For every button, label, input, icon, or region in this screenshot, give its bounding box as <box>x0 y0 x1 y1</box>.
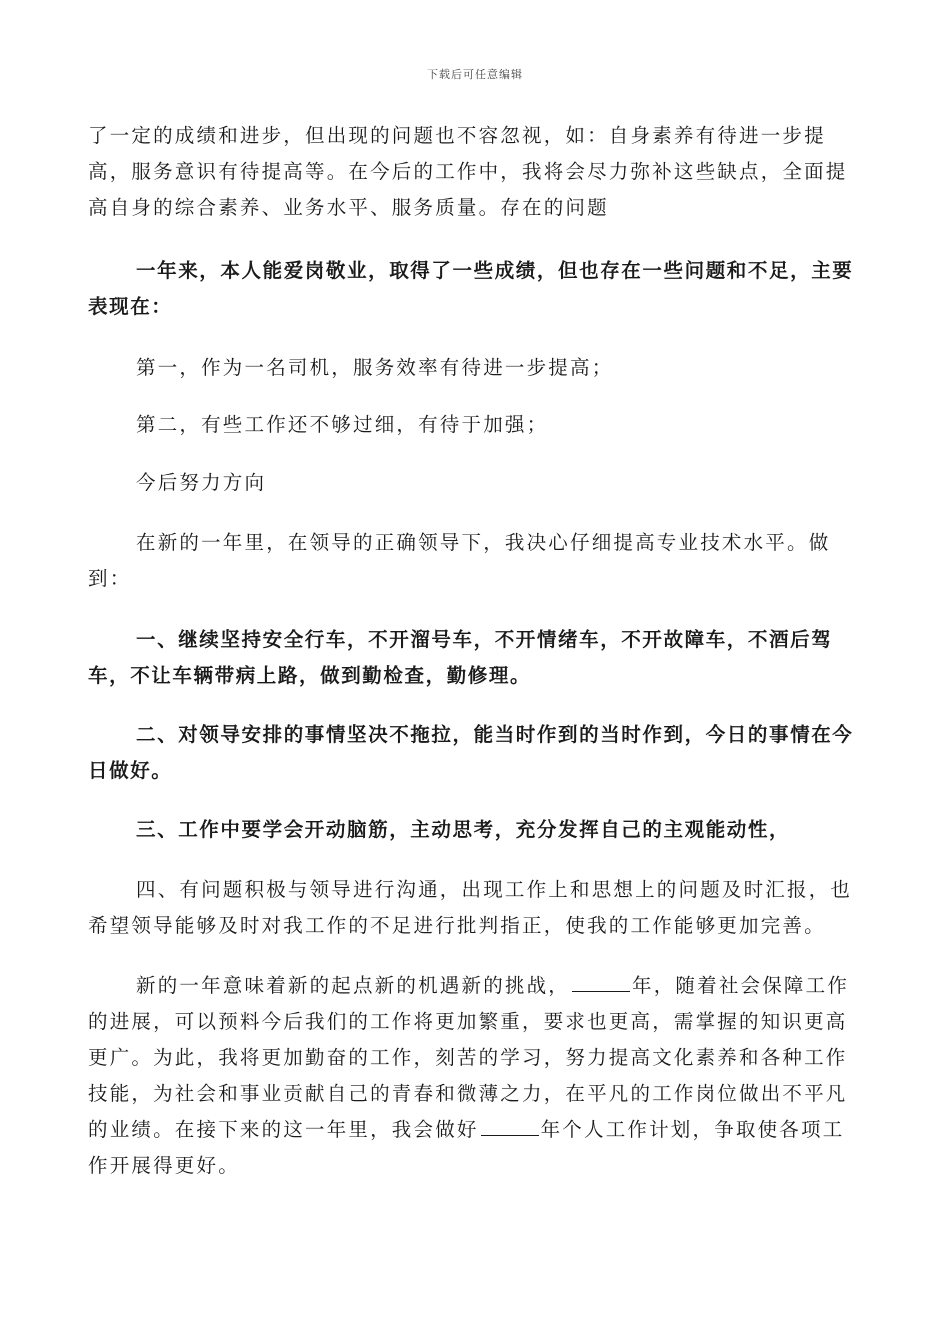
paragraph-point-four: 四、有问题积极与领导进行沟通，出现工作上和思想上的问题及时汇报，也希望领导能够及时对我工作的不足进行批判指正，使我的工作能够更加完善。 <box>88 878 853 937</box>
closing-text-part1: 新的一年意味着新的起点新的机遇新的挑战， <box>136 974 571 997</box>
paragraph-point-three: 三、工作中要学会开动脑筋，主动思考，充分发挥自己的主观能动性， <box>136 818 791 841</box>
paragraph-closing <box>88 968 862 1184</box>
paragraph-issue-one: 第一，作为一名司机，服务效率有待进一步提高； <box>136 356 614 379</box>
paragraph-issue-two: 第二，有些工作还不够过细，有待于加强； <box>136 413 549 436</box>
paragraph-point-two: 二、对领导安排的事情坚决不拖拉，能当时作到的当时作到，今日的事情在今日做好。 <box>88 723 854 782</box>
closing-text-part3: 年个人工作计划，争取使各项工作开展得更好。 <box>88 1118 845 1177</box>
paragraph-achievements: 了一定的成绩和进步，但出现的问题也不容忽视，如：自身素养有待进一步提高，服务意识有待提高等。在今后的工作中，我将会尽力弥补这些缺点，全面提高自身的综合素养、业务水平、服务质量。存在的问题 <box>88 124 848 219</box>
paragraph-direction-heading: 今后努力方向 <box>136 471 267 494</box>
closing-text-part2: 年，随着社会保障工作的进展，可以预料今后我们的工作将更加繁重，要求也更高，需掌握的知识更高更广。为此，我将更加勤奋的工作，刻苦的学习，努力提高文化素养和各种工作技能，为社会和事业贡献自己的青春和微薄之力，在平凡的工作岗位做出不平凡的业绩。在接下来的这一年里，我会做好 <box>88 974 850 1141</box>
paragraph-summary-heading: 一年来，本人能爱岗敬业，取得了一些成绩，但也存在一些问题和不足，主要表现在： <box>88 259 854 318</box>
year-blank <box>572 973 630 992</box>
page-header: 下载后可任意编辑 <box>427 68 523 81</box>
paragraph-point-one: 一、继续坚持安全行车，不开溜号车，不开情绪车，不开故障车，不酒后驾车，不让车辆带病上路，做到勤检查，勤修理。 <box>88 628 833 687</box>
year-blank-2 <box>481 1117 539 1136</box>
paragraph-new-year: 在新的一年里，在领导的正确领导下，我决心仔细提高专业技术水平。做到： <box>88 531 831 590</box>
